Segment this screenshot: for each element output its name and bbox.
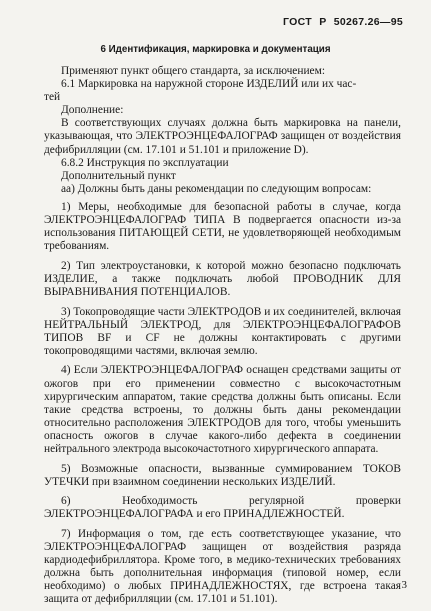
numbered-item: 4) Если ЭЛЕКТРОЭНЦЕФАЛОГРАФ оснащен средствами защиты от ожогов при его применении совместно с высокочастотным хирургическим аппаратом, такие средства должны быть описаны. Если такие средства встроены, то должны быть даны рекомендации относительно расположения ЭЛЕКТРОДОВ для того, чтобы уменьшить опасность ожогов в случае какого-либо дефекта в соединении нейтрального электрода высокочастотного хирургического аппарата. (44, 364, 401, 456)
numbered-item: 5) Возможные опасности, вызванные суммированием ТОКОВ УТЕЧКИ при взаимном соединении нескольких ИЗДЕЛИЙ. (44, 462, 401, 488)
standard-code: ГОСТ (283, 16, 312, 28)
aa-paragraph: аа) Должны быть даны рекомендации по следующим вопросам: (61, 182, 372, 195)
addition-label: Дополнение: (61, 104, 124, 117)
intro-line: Применяют пункт общего стандарта, за исключением: (61, 65, 325, 77)
numbered-item: 6) Необходимость регулярной проверки ЭЛЕКТРОЭНЦЕФАЛОГРАФА и его ПРИНАДЛЕЖНОСТЕЙ. (44, 495, 401, 521)
intro-line: 6.1 Маркировка на наружной стороне ИЗДЕЛИЙ или их час- (61, 78, 357, 91)
numbered-item: 1) Меры, необходимые для безопасной работы в случае, когда ЭЛЕКТРОЭНЦЕФАЛОГРАФ ТИПА В подвергается опасности из-за использования ПИТАЮЩЕЙ СЕТИ, не удовлетворяющей необходимым требованиям. (44, 200, 401, 253)
subsection-682: 6.8.2 Инструкция по эксплуатации (61, 156, 229, 169)
page-number: 3 (401, 579, 407, 591)
extra-item-label: Дополнительный пункт (61, 169, 176, 182)
addition-text: В соответствующих случаях должна быть маркировка на панели, указывающая, что ЭЛЕКТРОЭНЦЕФАЛОГРАФ защищен от воздействия дефибрилляции (см. 17.101 и 51.101 и приложение D). (44, 117, 401, 156)
intro-continuation: тей (44, 91, 61, 104)
numbered-item: 2) Тип электроустановки, к которой можно безопасно подключать ИЗДЕЛИЕ, а также подключать любой ПРОВОДНИК ДЛЯ ВЫРАВНИВАНИЯ ПОТЕНЦИАЛОВ. (44, 259, 401, 298)
standard-number: 50267.26—95 (333, 16, 403, 28)
numbered-item: 7) Информация о том, где есть соответствующее указание, что ЭЛЕКТРОЭНЦЕФАЛОГРАФ защищен от воздействия разряда кардиодефибриллятора. Кроме того, в медико-технических требованиях должна быть дополнительная информация (типовой номер, если необходимо) о любых ПРИНАДЛЕЖНОСТЯХ, где встроена такая защита от дефибрилляции (см. 17.101 и 51.101). (44, 528, 401, 606)
section-title: 6 Идентификация, маркировка и документация (100, 44, 331, 55)
document-body (44, 65, 401, 607)
numbered-item: 3) Токопроводящие части ЭЛЕКТРОДОВ и их соединителей, включая НЕЙТРАЛЬНЫЙ ЭЛЕКТРОД, для ЭЛЕКТРОЭНЦЕФАЛОГРАФОВ ТИПОВ BF и CF не должны контактировать с другими токопроводящими частями, включая землю. (44, 305, 401, 357)
page-header (279, 16, 403, 28)
standard-letter: Р (319, 16, 327, 28)
